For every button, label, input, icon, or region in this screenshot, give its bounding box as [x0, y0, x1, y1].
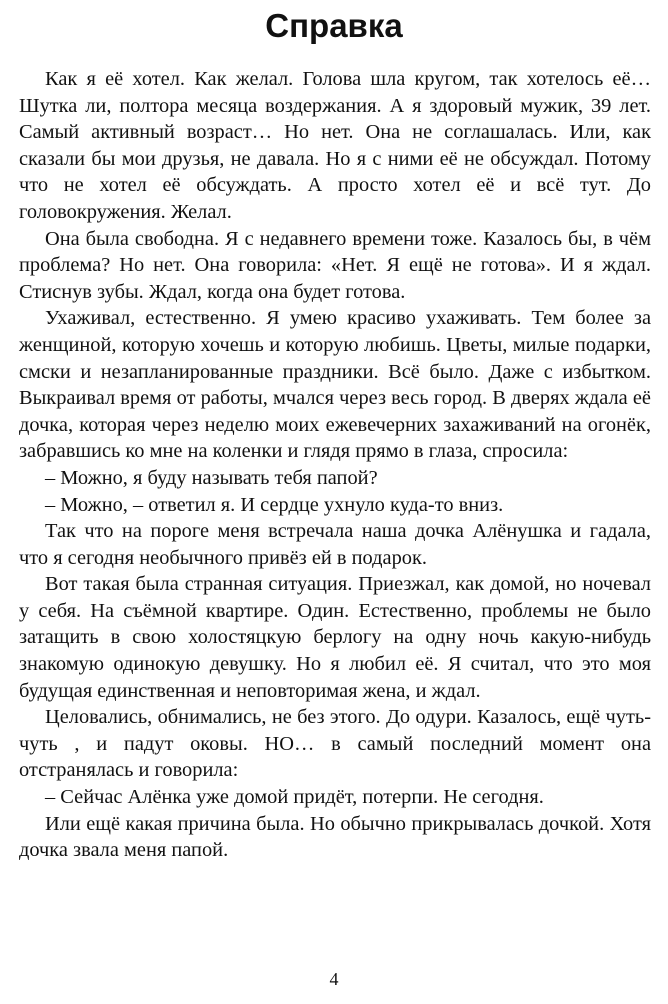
paragraph: Как я её хотел. Как желал. Голова шла кругом, так хотелось её… Шутка ли, полтора месяца воздержания. А я здоровый мужик, 39 лет. Самый активный возраст… Но нет. Она не соглашалась. Или, как сказали бы мои друзья, не давала. Но я с ними её не обсуждал. Потому что не хотел её обсуждать. А просто хотел её и всё тут. До головокружения. Желал. — [19, 68, 651, 223]
page-number: 4 — [329, 969, 339, 989]
dialogue-line: – Можно, я буду называть тебя папой? — [45, 466, 378, 489]
paragraph: Ухаживал, естественно. Я умею красиво ухаживать. Тем более за женщиной, которую хочешь и которую любишь. Цветы, милые подарки, смски и незапланированные праздники. Всё было. Даже с избытком. Выкраивал время от работы, мчался через весь город. В дверях ждала её дочка, которая через неделю моих ежевечерних захаживаний на огонёк, забравшись ко мне на коленки и глядя прямо в глаза, спросила: — [19, 307, 651, 463]
paragraph: Целовались, обнимались, не без этого. До одури. Казалось, ещё чуть-чуть , и падут оковы. НО… в самый последний момент она отстранялась и говорила: — [19, 706, 651, 782]
paragraph: Она была свободна. Я с недавнего времени тоже. Казалось бы, в чём проблема? Но нет. Она говорила: «Нет. Я ещё не готова». И я ждал. Стиснув зубы. Ждал, когда она будет готова. — [19, 227, 651, 303]
paragraph: Так что на пороге меня встречала наша дочка Алёнушка и гадала, что я сегодня необычного привёз ей в подарок. — [19, 520, 651, 569]
paragraph: Вот такая была странная ситуация. Приезжал, как домой, но ночевал у себя. На съёмной квартире. Один. Естественно, проблемы не было затащить в свою холостяцкую берлогу на одну ночь какую-нибудь знакомую одинокую девушку. Но я любил её. Я считал, что это моя будущая единственная и неповторимая жена, и ждал. — [19, 573, 651, 702]
chapter-title: Справка — [265, 7, 403, 44]
chapter-body — [19, 66, 651, 864]
dialogue-line: – Сейчас Алёнка уже домой придёт, потерпи. Не сегодня. — [45, 786, 544, 809]
paragraph: Или ещё какая причина была. Но обычно прикрывалась дочкой. Хотя дочка звала меня папой. — [19, 812, 651, 862]
dialogue-line: – Можно, – ответил я. И сердце ухнуло куда-то вниз. — [45, 493, 504, 516]
